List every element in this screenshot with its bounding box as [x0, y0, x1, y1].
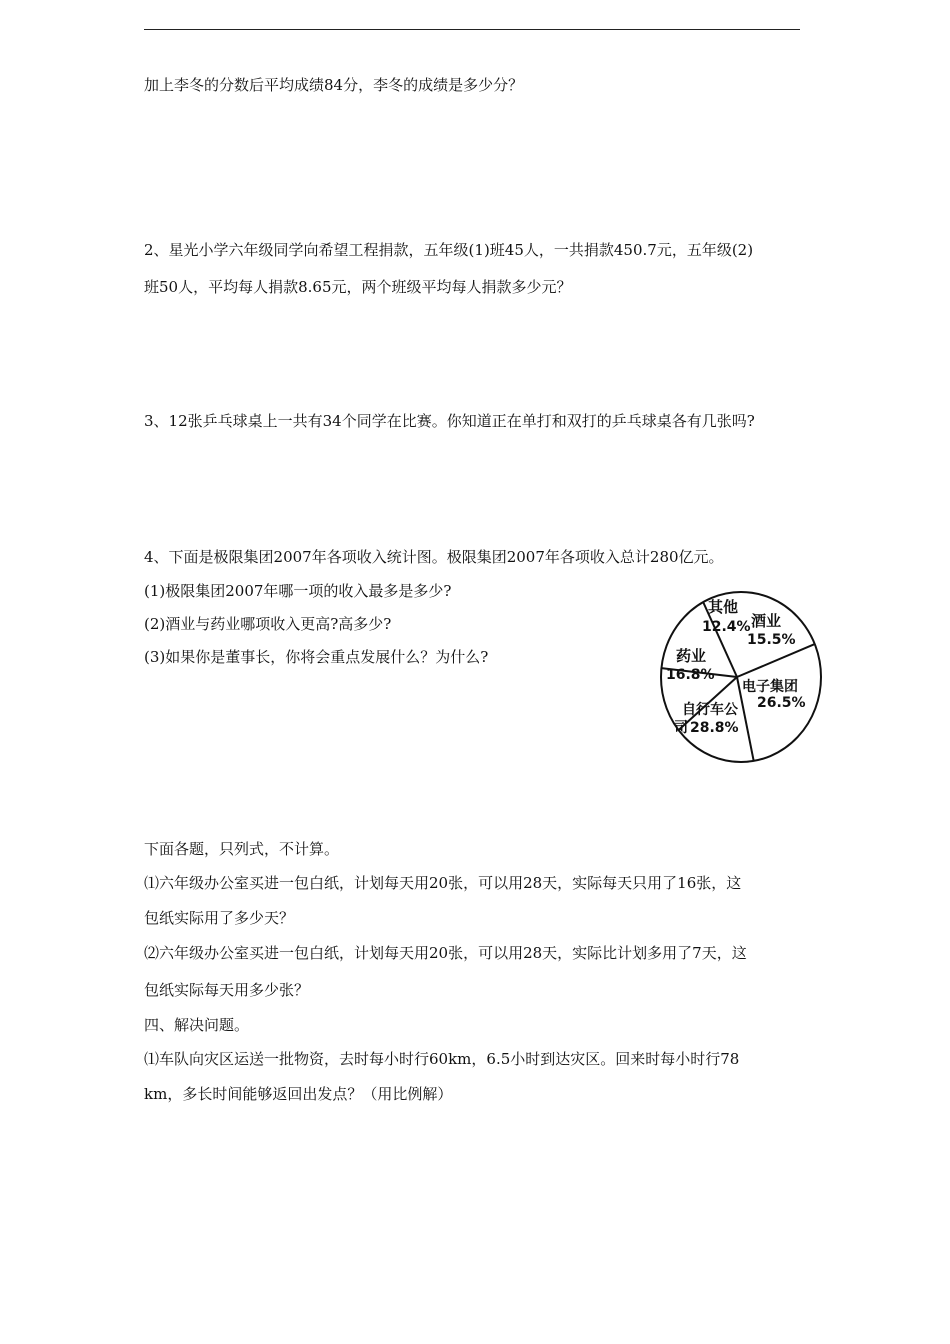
problem-4-text: 4、下面是极限集团2007年各项收入统计图。极限集团2007年各项收入总计280亿元。 — [144, 548, 724, 566]
sub-problem-1-line1: ⑴六年级办公室买进一包白纸，计划每天用20张，可以用28天，实际每天只用了16张，这 — [144, 874, 742, 892]
pie-label-other: 其他 — [708, 598, 739, 616]
sub-problem-1-line2: 包纸实际用了多少天？ — [144, 909, 295, 927]
problem-2-text-line1: 2、星光小学六年级同学向希望工程捐款，五年级(1)班45人，一共捐款450.7元，五年级(2) — [144, 241, 754, 259]
sub-problem-2-line2: 包纸实际每天用多少张？ — [144, 981, 310, 999]
pie-slice-boundary-3 — [737, 644, 815, 677]
section-four-problem-line1: ⑴车队向灾区运送一批物资，去时每小时行60km，6.5小时到达灾区。回来时每小时行78 — [144, 1050, 740, 1068]
top-rule — [144, 29, 800, 30]
sub-problem-2-line1: ⑵六年级办公室买进一包白纸，计划每天用20张，可以用28天，实际比计划多用了7天，这 — [144, 944, 747, 962]
pie-value-other: 12.4% — [702, 619, 751, 635]
pie-value-medicine: 16.8% — [666, 667, 715, 683]
pie-label-medicine: 药业 — [676, 647, 707, 665]
section-instruction: 下面各题，只列式，不计算。 — [144, 840, 340, 858]
problem-4-question-3: (3)如果你是董事长，你将会重点发展什么？为什么? — [144, 648, 489, 666]
pie-label-bicycle-line1: 自行车公 — [682, 702, 738, 718]
pie-label-wine: 酒业 — [751, 612, 782, 630]
problem-2-text-line2: 班50人，平均每人捐款8.65元，两个班级平均每人捐款多少元？ — [144, 278, 572, 296]
problem-4-question-1: (1)极限集团2007年哪一项的收入最多是多少? — [144, 582, 452, 600]
pie-label-electronics: 电子集团 — [742, 679, 798, 695]
income-pie-chart — [658, 590, 828, 770]
pie-value-electronics: 26.5% — [757, 695, 806, 711]
pie-value-bicycle: 28.8% — [690, 720, 739, 736]
section-four-heading: 四、解决问题。 — [144, 1016, 250, 1034]
problem-4-question-2: (2)酒业与药业哪项收入更高?高多少? — [144, 615, 392, 633]
problem-1-text: 加上李冬的分数后平均成绩84分，李冬的成绩是多少分？ — [144, 76, 524, 94]
problem-3-text: 3、12张乒乓球桌上一共有34个同学在比赛。你知道正在单打和双打的乒乓球桌各有几张吗? — [144, 412, 755, 430]
pie-label-bicycle-line2: 司 — [674, 720, 688, 736]
section-four-problem-line2: km，多长时间能够返回出发点？（用比例解） — [144, 1085, 453, 1103]
pie-value-wine: 15.5% — [747, 632, 796, 648]
